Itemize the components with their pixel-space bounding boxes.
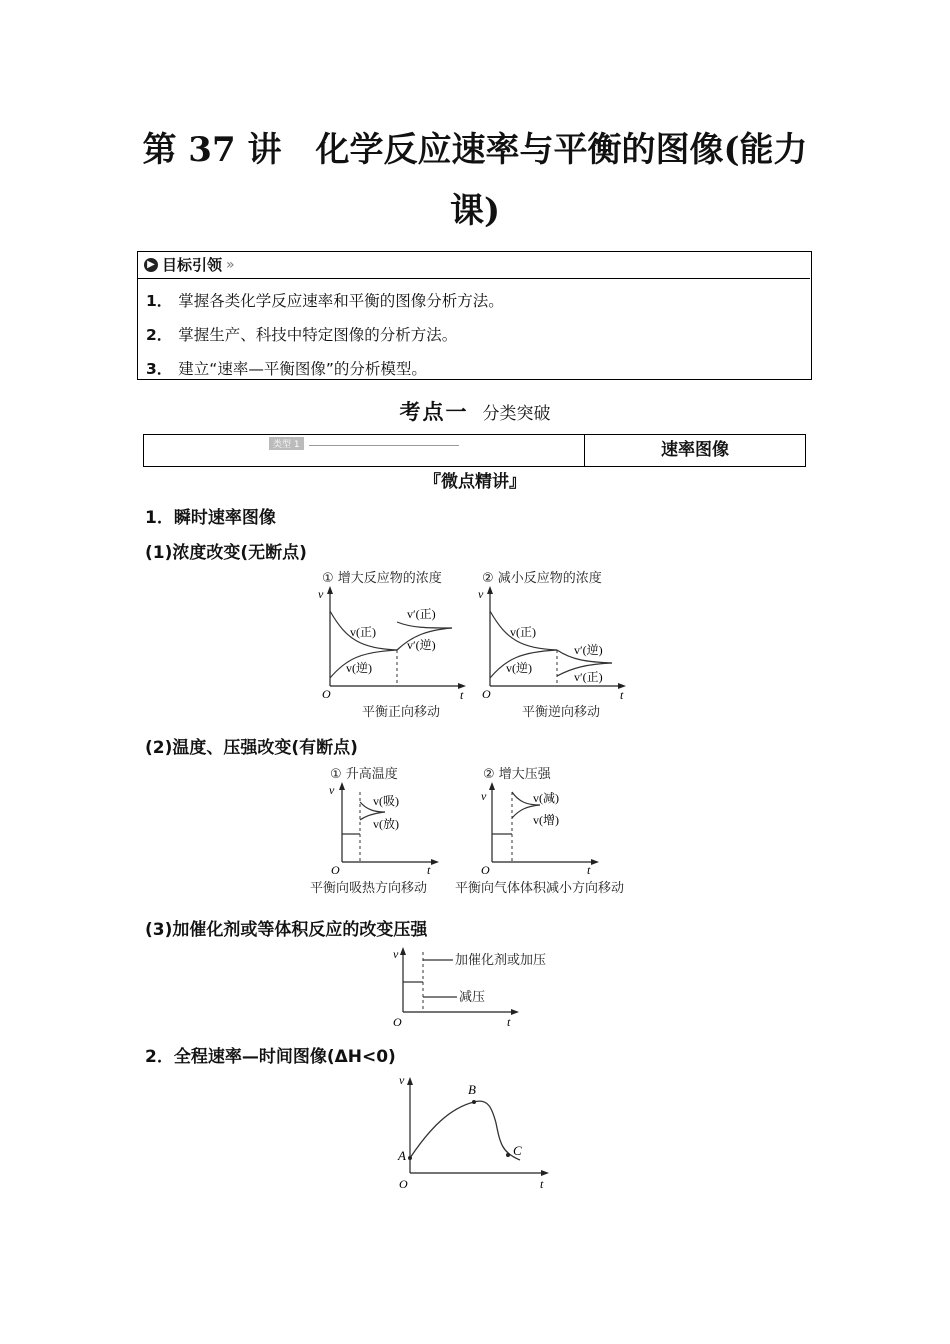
figure-caption: 平衡正向移动 [362, 705, 441, 720]
v-axis-arrow [400, 947, 406, 955]
double-chevron-icon: » [226, 256, 235, 273]
t-axis-label: t [540, 1177, 544, 1191]
type-table [143, 434, 806, 467]
section-label: 『微点精讲』 [424, 472, 526, 492]
v-axis-label: v [318, 587, 324, 601]
figure-caption: 平衡向气体体积减小方向移动 [455, 881, 625, 896]
v-axis-label: v [478, 587, 484, 601]
v-axis-arrow [489, 782, 495, 790]
curve-v-prime-forward [397, 622, 452, 628]
goal-item: 1． 掌握各类化学反应速率和平衡的图像分析方法。 [146, 292, 504, 310]
label: v(增) [533, 813, 559, 827]
origin-label: O [393, 1015, 402, 1029]
v-axis-label: v [393, 947, 399, 961]
t-axis-arrow [591, 859, 599, 865]
label: 加催化剂或加压 [455, 953, 547, 968]
v-axis-label: v [329, 783, 335, 797]
divider [138, 278, 810, 279]
section-heading: 2．全程速率—时间图像(ΔH<0) [145, 1047, 396, 1067]
label: C [513, 1143, 522, 1158]
goal-item: 3． 建立“速率—平衡图像”的分析模型。 [146, 360, 427, 378]
section-heading: (1)浓度改变(无断点) [145, 543, 307, 563]
figure-raise-temperature [305, 762, 455, 897]
figure-catalyst [385, 940, 575, 1035]
rate-curve [410, 1101, 520, 1160]
t-axis-arrow [431, 859, 439, 865]
label: v(减) [533, 791, 559, 805]
origin-label: O [482, 687, 491, 701]
label: v(逆) [506, 661, 532, 675]
v-axis-arrow [407, 1077, 413, 1085]
t-axis-label: t [427, 863, 431, 877]
t-axis-arrow [541, 1170, 549, 1176]
section-heading: 1．瞬时速率图像 [145, 508, 276, 528]
goals-box [137, 251, 812, 380]
label: v′(正) [407, 607, 436, 621]
point-a [408, 1156, 412, 1160]
figure-title: ① 升高温度 [330, 767, 398, 782]
label: v(逆) [346, 661, 372, 675]
point-c [506, 1153, 510, 1157]
type-tag: 类型 1 [269, 437, 304, 450]
label: v′(正) [574, 670, 603, 684]
t-axis-label: t [460, 688, 464, 702]
origin-label: O [481, 863, 490, 877]
label: v(正) [510, 625, 536, 639]
figure-caption: 平衡向吸热方向移动 [310, 881, 428, 896]
section-heading: (2)温度、压强改变(有断点) [145, 738, 358, 758]
figure-title: ② 增大压强 [483, 767, 551, 782]
goals-heading [144, 254, 235, 275]
t-axis-label: t [620, 688, 624, 702]
section-heading: (3)加催化剂或等体积反应的改变压强 [145, 920, 428, 940]
label: v(正) [350, 625, 376, 639]
play-icon: ▶ [144, 258, 158, 272]
label: B [468, 1082, 476, 1097]
figure-title: ② 减小反应物的浓度 [482, 571, 602, 586]
v-axis-arrow [487, 586, 493, 594]
label: v′(逆) [574, 643, 603, 657]
v-axis-arrow [339, 782, 345, 790]
t-axis-label: t [587, 863, 591, 877]
point-b [472, 1100, 476, 1104]
label: 减压 [459, 990, 486, 1005]
origin-label: O [331, 863, 340, 877]
type-title: 速率图像 [661, 440, 729, 460]
t-axis-label: t [507, 1015, 511, 1029]
v-axis-arrow [327, 586, 333, 594]
label: A [398, 1148, 406, 1163]
label: v(放) [373, 817, 399, 831]
origin-label: O [399, 1177, 408, 1191]
figure-increase-pressure [455, 762, 650, 897]
label: v(吸) [373, 794, 399, 808]
page-title-line2: 课) [449, 191, 501, 231]
page-title-line1: 第 37 讲 化学反应速率与平衡的图像(能力 [142, 130, 808, 170]
divider [309, 445, 459, 446]
v-axis-label: v [481, 789, 487, 803]
label: v′(逆) [407, 638, 436, 652]
figure-full-process [390, 1068, 565, 1193]
kaodian-heading: 考点一 分类突破 [399, 400, 551, 424]
goals-heading-text: 目标引领 [162, 256, 223, 274]
figure-decrease-concentration [472, 566, 632, 721]
v-axis-label: v [399, 1073, 405, 1087]
origin-label: O [322, 687, 331, 701]
figure-caption: 平衡逆向移动 [522, 705, 601, 720]
goal-item: 2． 掌握生产、科技中特定图像的分析方法。 [146, 326, 458, 344]
t-axis-arrow [511, 1009, 519, 1015]
type-tag-cell [144, 435, 585, 466]
figure-increase-concentration [312, 566, 472, 721]
figure-title: ① 增大反应物的浓度 [322, 571, 442, 586]
